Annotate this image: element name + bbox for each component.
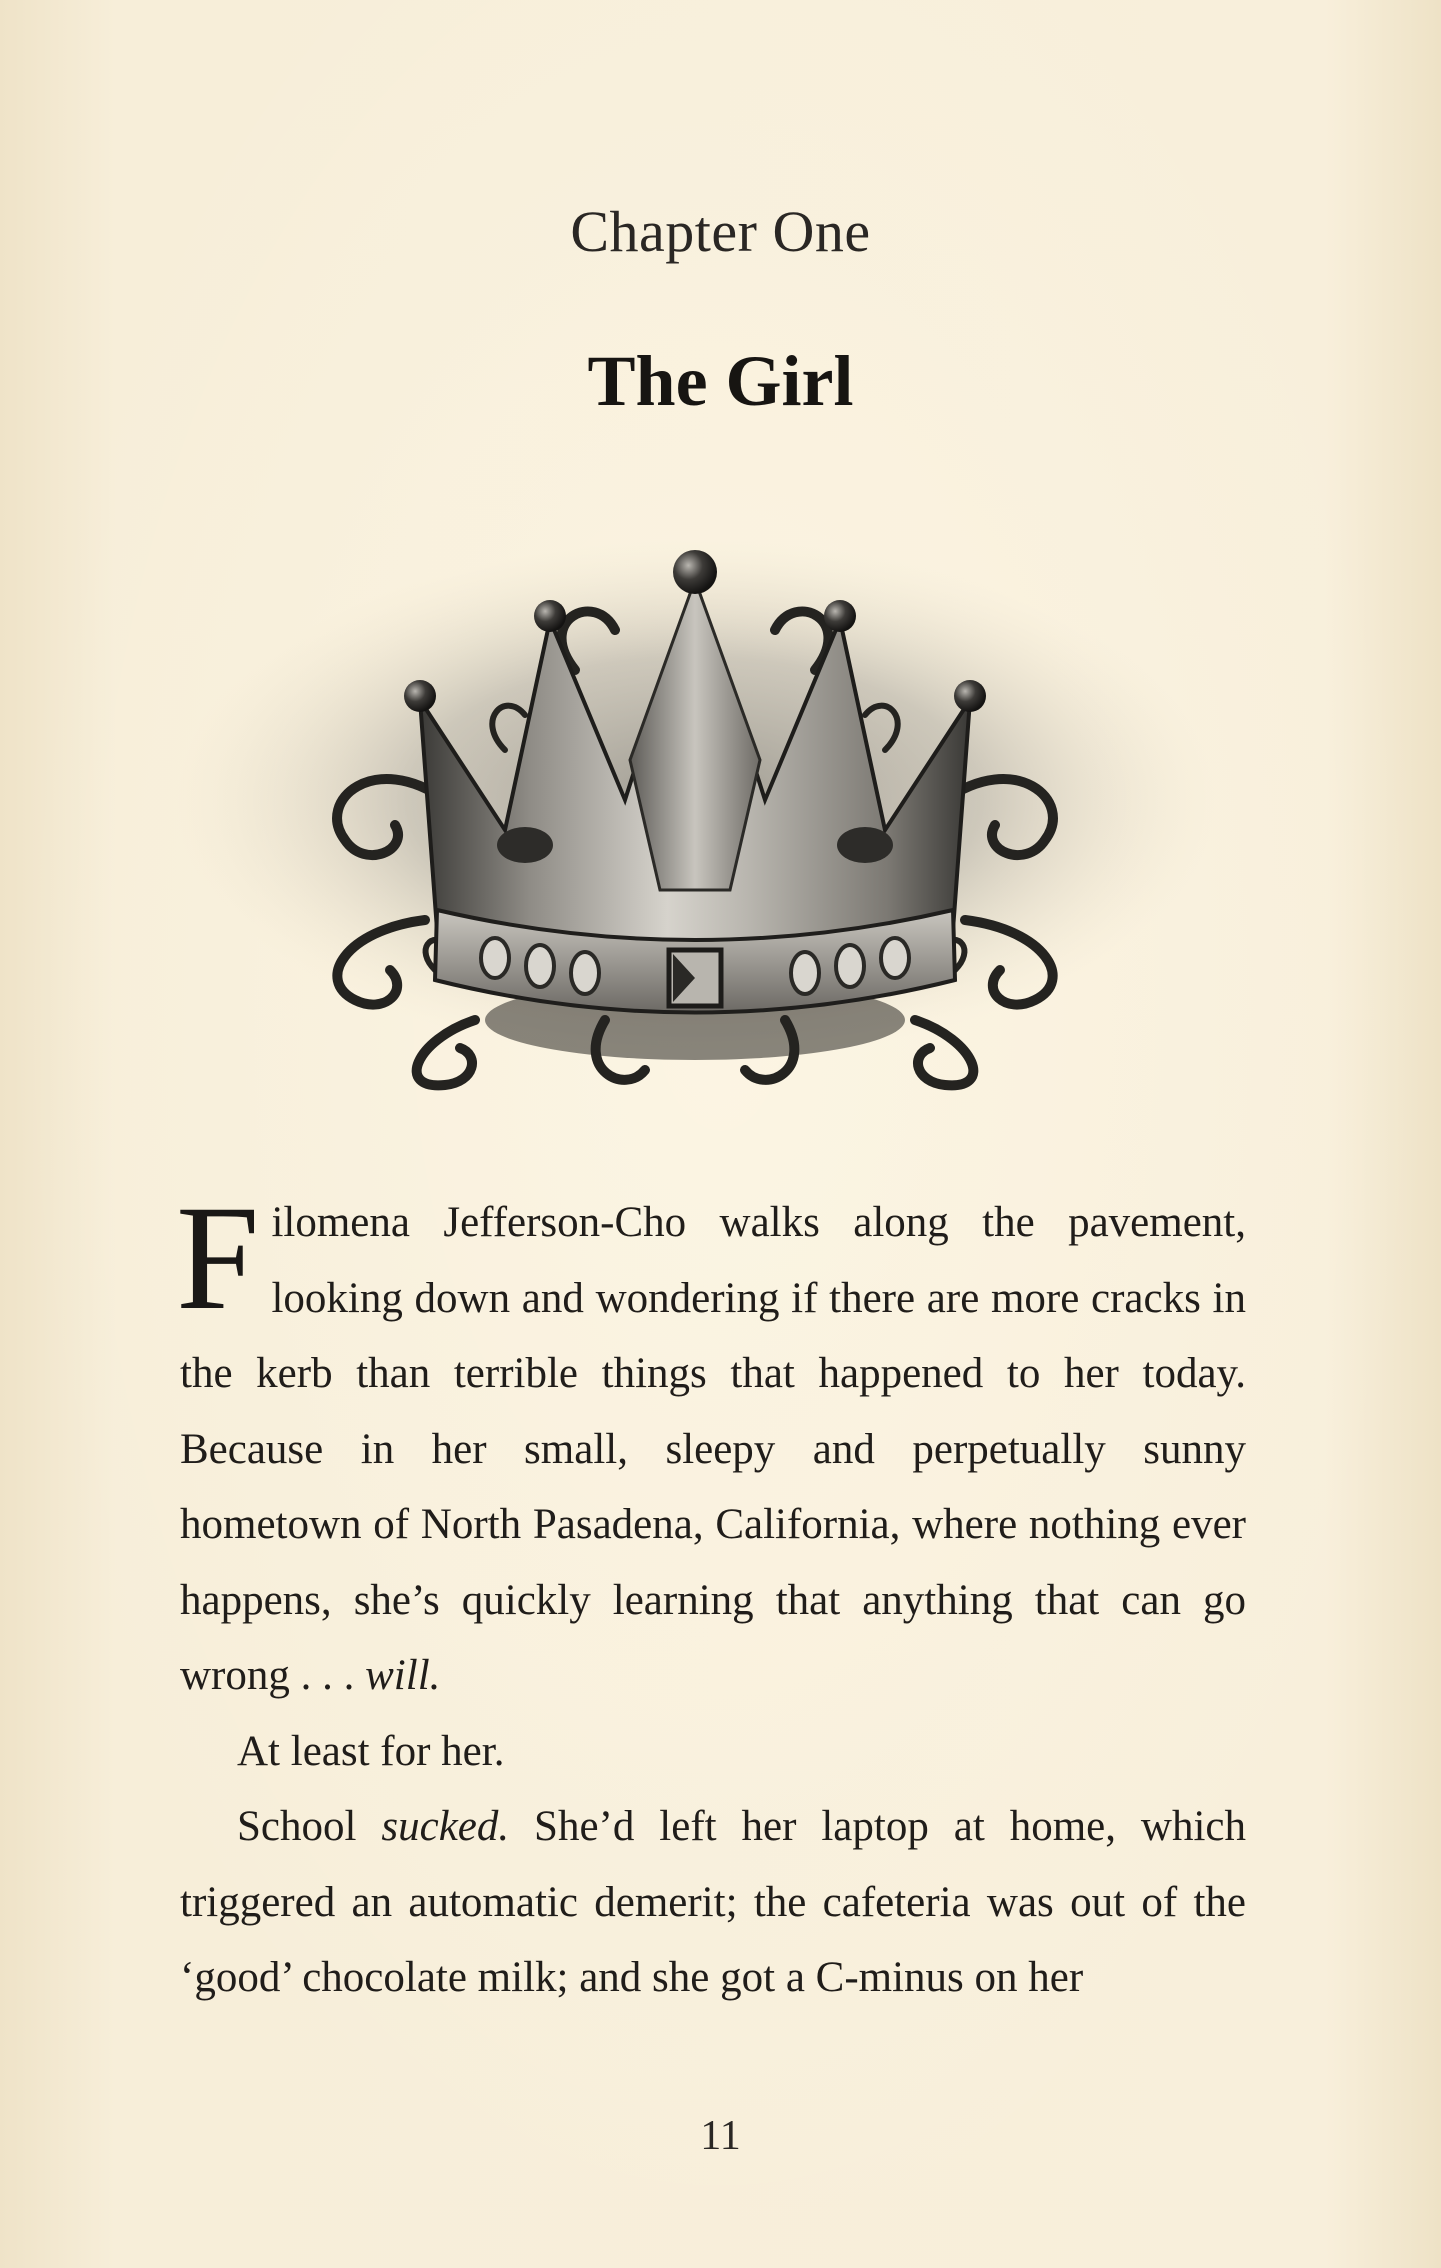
paragraph-3-rest: She’d left her laptop at home, which triggered an automatic demerit; the cafeteria was out of the ‘good’ chocolate milk; and she got a C-minus on her <box>180 1803 1246 2001</box>
crown-icon <box>175 500 1215 1100</box>
paragraph-1-text: ilomena Jefferson-Cho walks along the pavement, looking down and wondering if there are more cracks in the kerb than terrible things that happened to her today. Because in her small, sleepy and perpetually sunny hometown of North Pasadena, California, where nothing ever happens, she’s quickly learning that anything that can go wrong . . . <box>180 1199 1246 1699</box>
paragraph-1 <box>176 1175 1246 1714</box>
emphasis-will: will. <box>365 1652 441 1699</box>
page-number: 11 <box>700 2113 741 2159</box>
paragraph-3 <box>180 1789 1246 2016</box>
chapter-number: Chapter One <box>570 199 871 264</box>
chapter-title: The Girl <box>587 341 854 421</box>
drop-cap: F <box>176 1175 260 1341</box>
paragraph-3-start: School <box>237 1803 382 1850</box>
emphasis-sucked: sucked. <box>381 1803 510 1850</box>
paragraph-2: At least for her. <box>237 1727 505 1775</box>
chapter-body <box>176 1175 1246 2016</box>
